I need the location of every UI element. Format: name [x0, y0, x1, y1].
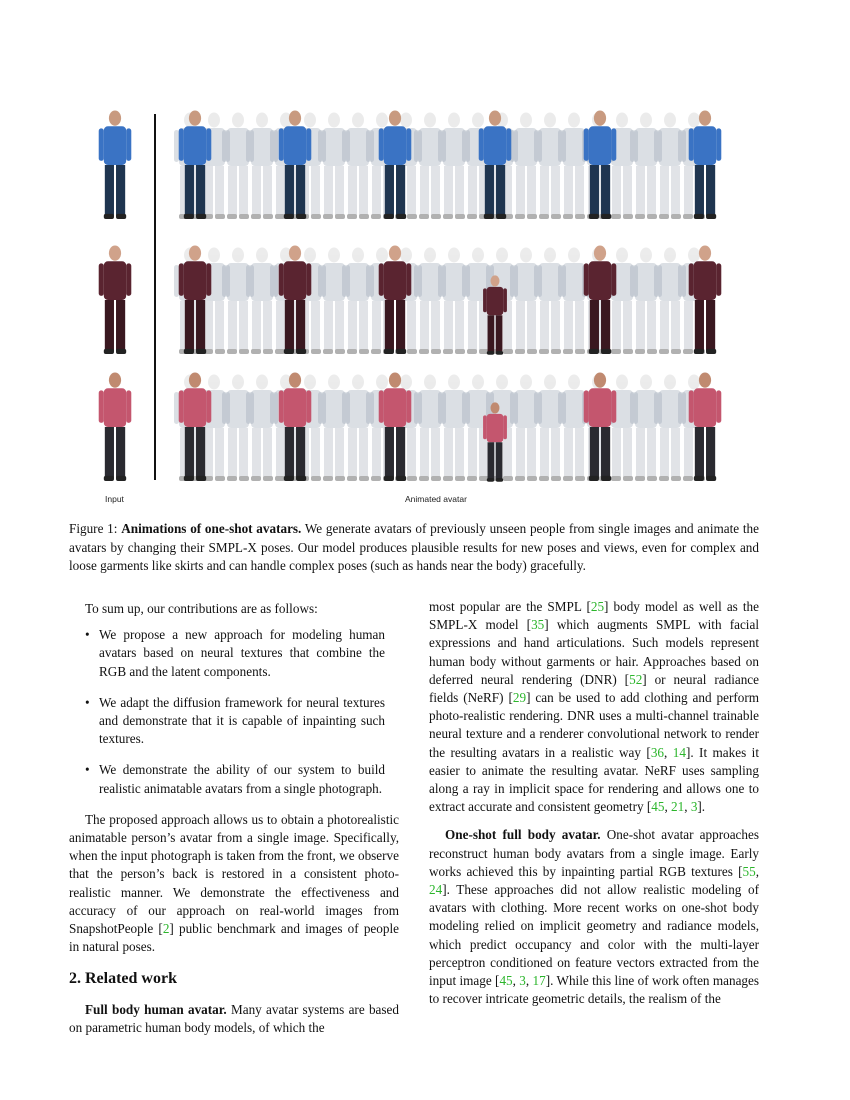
figure-1 [95, 100, 735, 504]
right-column [429, 598, 759, 1008]
list-item: • We adapt the diffusion framework for neural textures and demonstrate that it is capable of inpainting such textures. [85, 694, 385, 747]
paragraph-title: One-shot full body avatar. [445, 827, 601, 843]
paragraph: One-shot full body avatar. One-shot avatar approaches reconstruct human body avatars from a single image. Early works achieved this by inpainting partial RGB textures [55, 24]. These approaches did not allow realistic modeling of avatars with clothing. More recent works on one-shot body modeling relied on implicit geometry and radiance models, which predict occupancy and color with the multi-layer perceptron conditioned on feature vectors extracted from the input image [45, 3, 17]. While this line of work often manages to recover intricate geometric details, the realism of the [429, 827, 760, 1007]
citation-link[interactable]: 3 [519, 973, 526, 989]
caption-prefix: Figure 1: [69, 521, 118, 536]
label-input: Input [105, 494, 124, 504]
list-item: • We demonstrate the ability of our system to build realistic animatable avatars from a single photograph. [85, 762, 385, 796]
avatar-row-woman-plaid-dress [99, 246, 722, 355]
citation-link[interactable]: 21 [671, 799, 685, 815]
citation-link[interactable]: 3 [690, 799, 698, 815]
citation-link[interactable]: 17 [532, 973, 546, 989]
citation-link[interactable]: 2 [162, 921, 170, 937]
citation-link[interactable]: 52 [629, 671, 643, 687]
citation-link[interactable]: 35 [531, 617, 545, 633]
caption-title: Animations of one-shot avatars. [121, 521, 302, 536]
contributions-intro: To sum up, our contributions are as follows: [85, 601, 318, 616]
citation-link[interactable]: 25 [590, 599, 605, 614]
figure-caption [69, 520, 759, 576]
citation-link[interactable]: 36 [650, 744, 665, 760]
label-animated-avatar: Animated avatar [405, 494, 467, 504]
paragraph: The proposed approach allows us to obtain a photorealistic animatable person’s avatar from a single image. Specifically, when the input photograph is taken from the front, we observe that the person’s back is restored in a consistent photo-realistic manner. We demonstrate the effectiveness and accuracy of our approach on real-world images from SnapshotPeople [2] public benchmark and images of people in natural poses. [69, 811, 399, 955]
list-item: • We propose a new approach for modeling human avatars based on neural textures that combine the RGB and the latent components. [85, 627, 385, 679]
caption-text: We generate avatars of previously unseen people from single images and animate the avatars by changing their SMPL-X poses. Our model produces plausible results for new poses and views, even for complex and loose garments like skirts and can handle complex poses (such as hands near the body) gracefully. [69, 521, 760, 574]
citation-link[interactable]: 55 [742, 863, 756, 879]
paragraph: Full body human avatar. Many avatar systems are based on parametric human body models, of which the [69, 1001, 399, 1035]
avatar-figure-image [95, 100, 735, 500]
citation-link[interactable]: 14 [672, 744, 686, 760]
avatar-row-man-blue-shirt [99, 111, 722, 219]
citation-link[interactable]: 29 [512, 690, 527, 706]
section-heading: 2. Related work [69, 970, 177, 988]
citation-link[interactable]: 45 [651, 799, 665, 815]
left-column [69, 600, 399, 1037]
contributions-list [69, 626, 399, 798]
citation-link[interactable]: 24 [429, 882, 443, 898]
citation-link[interactable]: 45 [499, 973, 513, 989]
paragraph: most popular are the SMPL [25] body model as well as the SMPL-X model [35] which augments SMPL with facial expressions and hand articulations. Such models represent human body without garments or hair. Approaches based on deferred neural rendering (DNR) [52] or neural radiance fields (NeRF) [29] can be used to add clothing and perform photo-realistic rendering. DNR uses a multi-channel trainable neural texture and a renderer convolutional network to render the resulting avatars in a realistic way [36, 14]. It makes it easier to animate the resulting avatar. NeRF uses sampling along a ray in implicit space for rendering and allows one to extract accurate and consistent geometry [45, 21, 3]. [429, 599, 760, 815]
avatar-row-man-pink-sweater [99, 373, 722, 482]
